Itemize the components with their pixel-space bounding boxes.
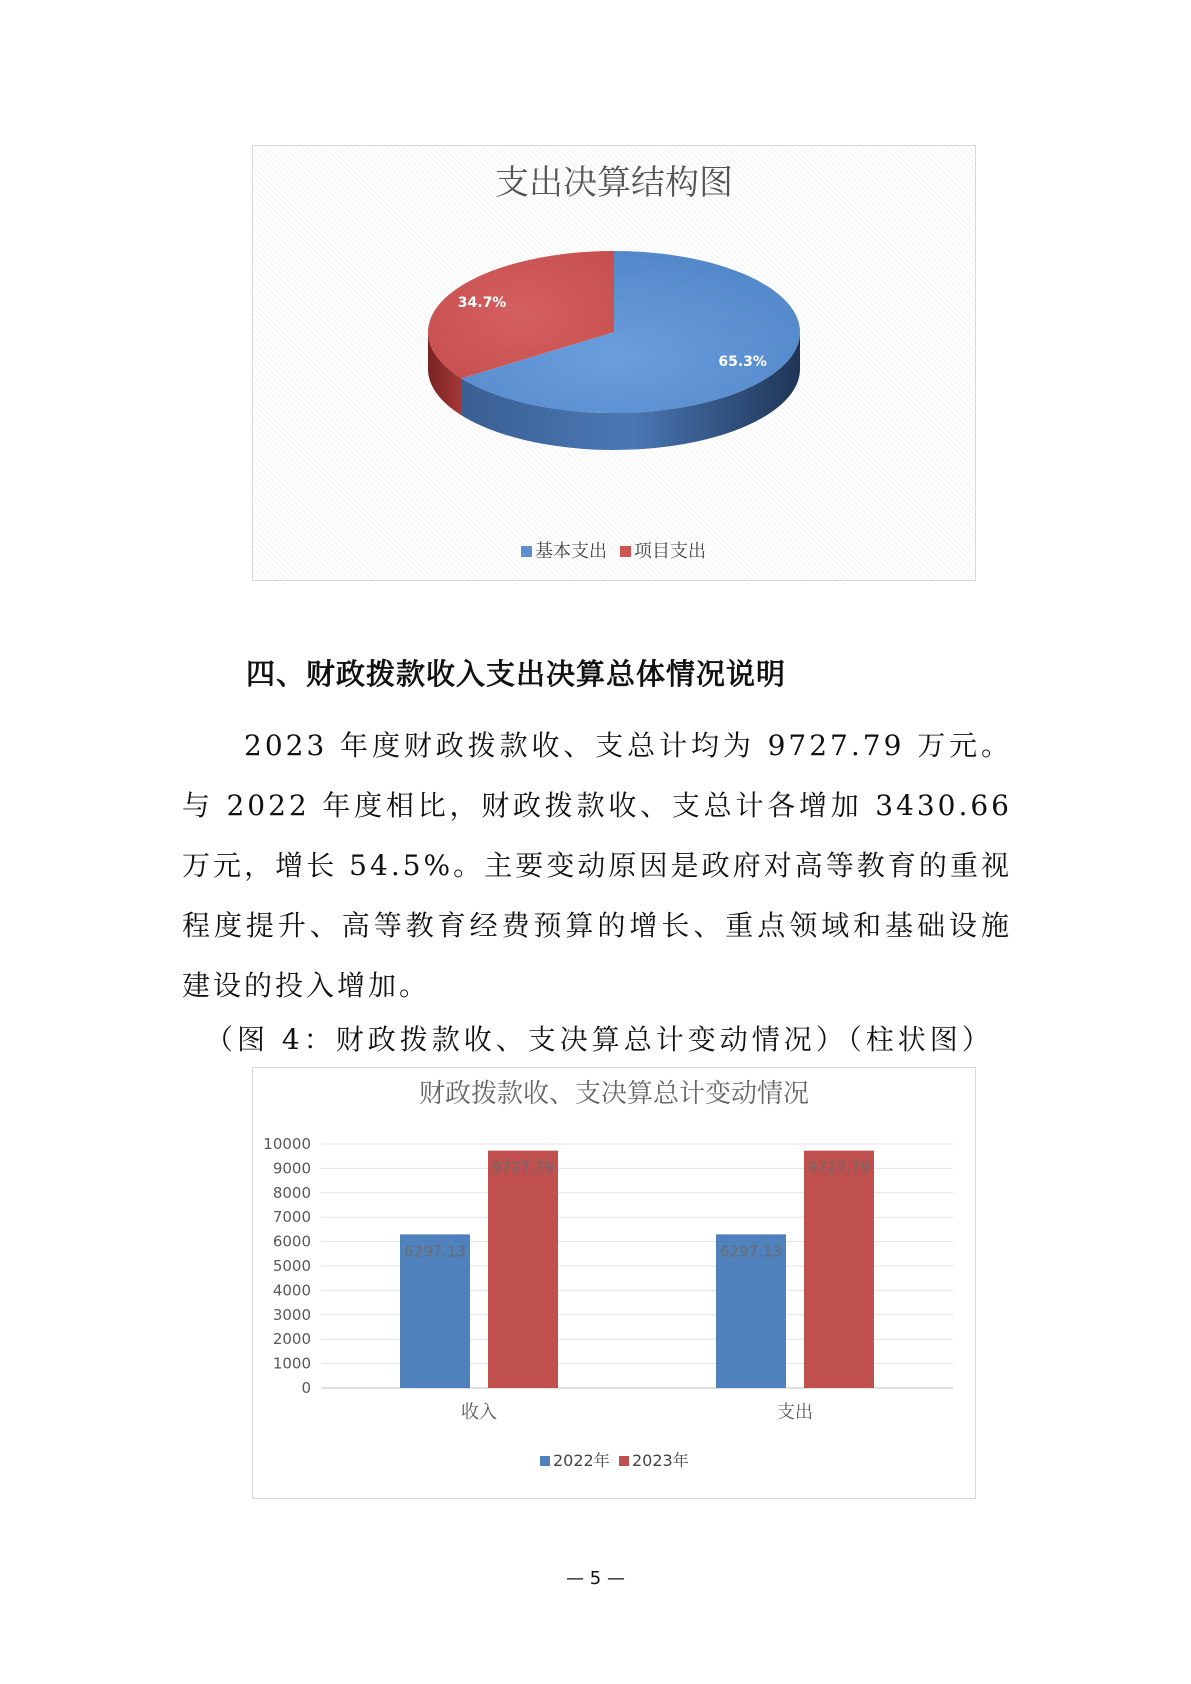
bar-data-label: 9727.79 xyxy=(807,1158,871,1177)
pie-chart-frame xyxy=(252,145,976,581)
section-paragraph: 2023 年度财政拨款收、支总计均为 9727.79 万元。与 2022 年度相比，财政拨款收、支总计各增加 3430.66 万元，增长 54.5%。主要变动原因是政府对高等教育的重视程度提升、高等教育经费预算的增长、重点领域和基础设施建设的投入增加。 xyxy=(182,729,1012,1002)
y-tick-label: 9000 xyxy=(272,1159,311,1178)
bar-0-1 xyxy=(488,1151,558,1388)
y-tick-label: 1000 xyxy=(272,1354,311,1373)
y-tick-label: 2000 xyxy=(272,1330,311,1349)
legend-label-basic: 基本支出 xyxy=(535,541,607,562)
pie-legend xyxy=(521,541,706,562)
legend-swatch-project xyxy=(620,546,631,557)
legend-label-2023: 2023年 xyxy=(632,1451,689,1470)
pie-chart xyxy=(253,146,975,580)
legend-swatch-2022 xyxy=(540,1456,550,1466)
bar-chart-frame xyxy=(252,1067,976,1499)
bar-x-axis xyxy=(461,1402,813,1423)
pie-label-project: 34.7% xyxy=(457,295,507,312)
section-heading: 四、财政拨款收入支出决算总体情况说明 xyxy=(246,657,787,691)
bar-legend xyxy=(540,1451,689,1470)
y-tick-label: 4000 xyxy=(272,1281,311,1300)
figure-caption: （图 4：财政拨款收、支决算总计变动情况）（柱状图） xyxy=(205,1023,994,1056)
bar-data-label: 6297.13 xyxy=(403,1242,467,1261)
bar-y-axis xyxy=(263,1135,311,1397)
bar-chart-title: 财政拨款收、支决算总计变动情况 xyxy=(418,1079,810,1109)
bar-chart xyxy=(253,1068,975,1498)
page-number: — 5 — xyxy=(566,1568,625,1589)
y-tick-label: 3000 xyxy=(272,1305,311,1324)
y-tick-label: 5000 xyxy=(272,1257,311,1275)
y-tick-label: 10000 xyxy=(263,1135,311,1153)
legend-swatch-basic xyxy=(521,546,532,557)
legend-label-project: 项目支出 xyxy=(634,541,706,562)
y-tick-label: 7000 xyxy=(272,1208,311,1227)
bar-1-1 xyxy=(804,1151,874,1388)
x-category-label: 支出 xyxy=(777,1402,813,1423)
bar-marks xyxy=(400,1151,874,1388)
pie-label-basic: 65.3% xyxy=(718,354,767,371)
y-tick-label: 8000 xyxy=(272,1183,311,1202)
y-tick-label: 6000 xyxy=(272,1232,311,1251)
legend-label-2022: 2022年 xyxy=(553,1451,610,1470)
bar-data-label: 6297.13 xyxy=(719,1242,783,1261)
bar-data-label: 9727.79 xyxy=(491,1158,555,1177)
pie-chart-title: 支出决算结构图 xyxy=(495,163,733,203)
legend-swatch-2023 xyxy=(619,1456,629,1466)
x-category-label: 收入 xyxy=(461,1402,497,1423)
y-tick-label: 0 xyxy=(301,1379,311,1397)
